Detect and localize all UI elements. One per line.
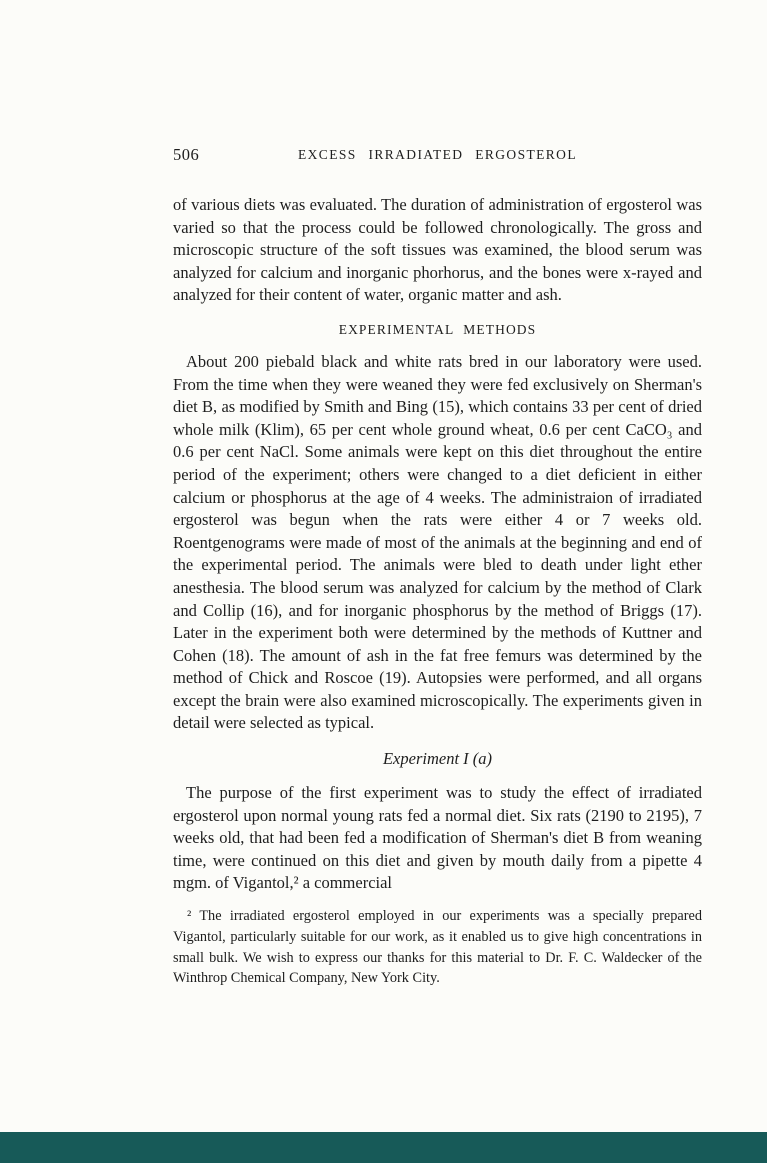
footnote-text: ² The irradiated ergosterol employed in our experiments was a specially prepared Vigantol, particularly suitable for our work, as it enabled us to give high concentrations in small bulk. We wish to express our thanks for this material to Dr. F. C. Waldecker of the Winthrop Chemical Company, New York City. (173, 908, 702, 987)
text-column (173, 147, 702, 989)
paragraph-intro: of various diets was evaluated. The duration of administration of ergosterol was varied so that the process could be followed chronologically. The gross and microscopic structure of the soft tissues was examined, the blood serum was analyzed for calcium and inorganic phorhorus, and the bones were x-rayed and analyzed for their content of water, organic matter and ash. (173, 195, 702, 305)
paragraph-methods: About 200 piebald black and white rats bred in our laboratory were used. From the time when they were weaned they were fed exclusively on Sherman's diet B, as modified by Smith and Bing (15), which contains 33 per cent of dried whole milk (Klim), 65 per cent whole ground wheat, 0.6 per cent CaCO₃ and 0.6 per cent NaCl. Some animals were kept on this diet throughout the entire period of the experiment; others were changed to a diet deficient in either calcium or phosphorus at the age of 4 weeks. The administraion of irradiated ergosterol was begun when the rats were either 4 or 7 weeks old. Roentgenograms were made of most of the animals at the beginning and end of the experimental period. The animals were bled to death under light ether anesthesia. The blood serum was analyzed for calcium by the method of Clark and Collip (16), and for inorganic phosphorus by the method of Briggs (17). Later in the experiment both were determined by the methods of Kuttner and Cohen (18). The amount of ash in the fat free femurs was determined by the method of Chick and Roscoe (19). Autopsies were performed, and all organs except the brain were also examined microscopically. The experiments given in detail were selected as typical. (173, 351, 702, 733)
section-heading-experiment-1a: Experiment I (a) (382, 749, 493, 769)
bottom-edge-bar (0, 1132, 767, 1163)
paragraph-experiment: The purpose of the first experiment was to study the effect of irradiated ergosterol upon normal young rats fed a normal diet. Six rats (2190 to 2195), 7 weeks old, that had been fed a modification of Sherman's diet B from weaning time, were continued on this diet and given by mouth daily from a pipette 4 mgm. of Vigantol,² a commercial (173, 783, 702, 893)
running-head: EXCESS IRRADIATED ERGOSTEROL (298, 147, 577, 162)
page-number: 506 (173, 145, 200, 164)
page-header (173, 147, 702, 163)
section-heading-experimental-methods: EXPERIMENTAL METHODS (338, 321, 537, 337)
